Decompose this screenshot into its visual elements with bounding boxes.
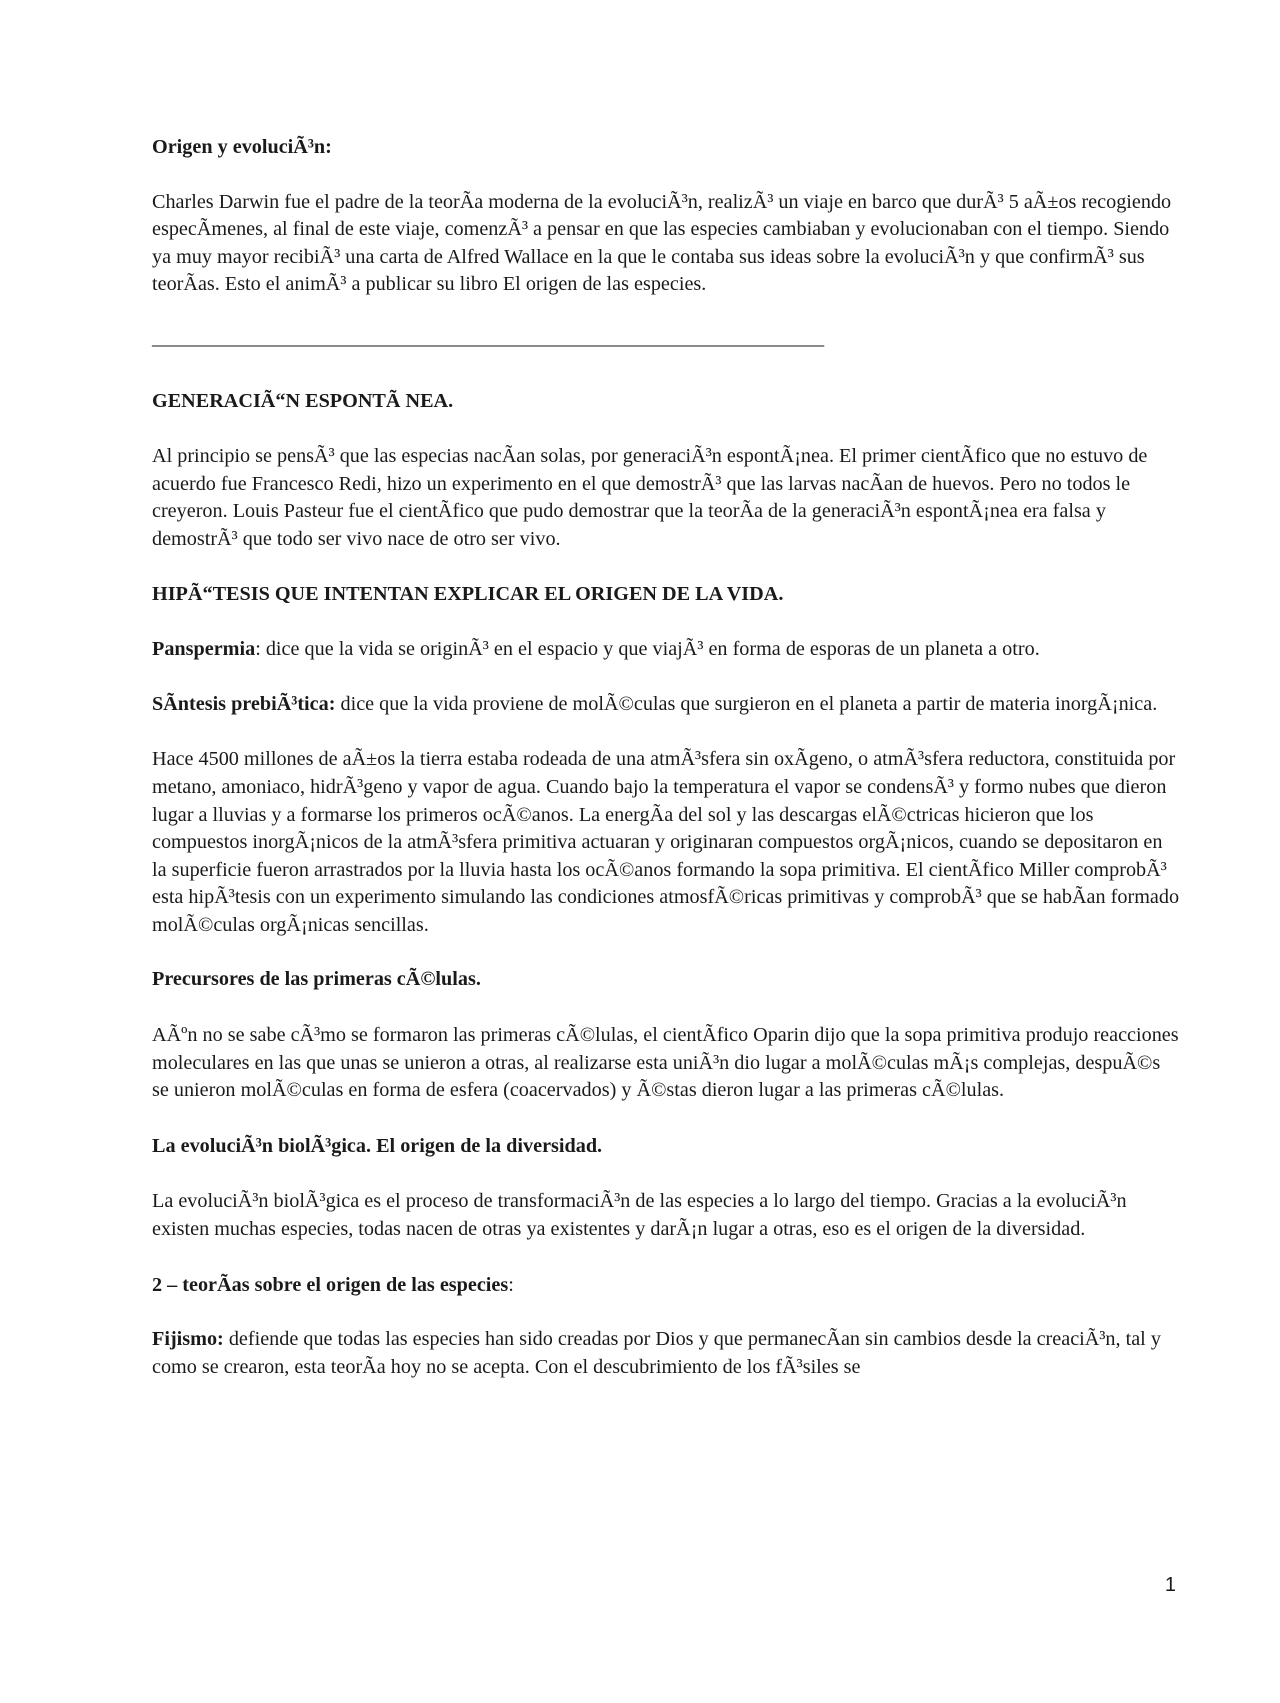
teorias-heading-text: 2 – teorÃas sobre el origen de las especies <box>152 1273 509 1296</box>
panspermia-text: : dice que la vida se originÃ³ en el espacio y que viajÃ³ en forma de esporas de un planeta a otro. <box>255 638 1040 661</box>
panspermia-paragraph <box>152 636 1182 664</box>
section-heading-teorias <box>152 1272 1182 1300</box>
separator-line: ______________________________________________________________________ <box>152 326 824 349</box>
section-heading-generacion: GENERACIÃ“N ESPONTÃ NEA. <box>152 389 454 412</box>
sintesis-paragraph <box>152 691 1182 719</box>
section-heading-evolucion: La evoluciÃ³n biolÃ³gica. El origen de la diversidad. <box>152 1134 603 1157</box>
teorias-heading-suffix: : <box>508 1273 514 1296</box>
fijismo-paragraph <box>152 1326 1182 1381</box>
precursores-paragraph: AÃºn no se sabe cÃ³mo se formaron las primeras cÃ©lulas, el cientÃfico Oparin dijo que la sopa primitiva produjo reacciones moleculares en las que unas se unieron a otras, al realizarse esta uniÃ³n dio lugar a molÃ©culas mÃ¡s complejas, despuÃ©s se unieron molÃ©culas en forma de esfera (coacervados) y Ã©stas dieron lugar a las primeras cÃ©lulas. <box>152 1024 1179 1102</box>
panspermia-term: Panspermia <box>152 638 256 661</box>
fijismo-text: defiende que todas las especies han sido creadas por Dios y que permanecÃan sin cambios desde la creaciÃ³n, tal y como se crearon, esta teorÃa hoy no se acepta. Con el descubrimiento de los fÃ³siles se <box>152 1328 1161 1378</box>
section-heading-precursores: Precursores de las primeras cÃ©lulas. <box>152 968 481 991</box>
intro-paragraph: Charles Darwin fue el padre de la teorÃa moderna de la evoluciÃ³n, realizÃ³ un viaje en barco que durÃ³ 5 aÃ±os recogiendo especÃmenes, al final de este viaje, comenzÃ³ a pensar en que las especies cambiaban y evolucionaban con el tiempo. Siendo ya muy mayor recibiÃ³ una carta de Alfred Wallace en la que le contaba sus ideas sobre la evoluciÃ³n y que confirmÃ³ sus teorÃas. Esto el animÃ³ a publicar su libro El origen de las especies. <box>152 190 1172 296</box>
generacion-paragraph: Al principio se pensÃ³ que las especias nacÃan solas, por generaciÃ³n espontÃ¡nea. El primer cientÃfico que no estuvo de acuerdo fue Francesco Redi, hizo un experimento en el que demostrÃ³ que las larvas nacÃan de huevos. Pero no todos le creyeron. Louis Pasteur fue el cientÃfico que pudo demostrar que la teorÃa de la generaciÃ³n espontÃ¡nea era falsa y demostrÃ³ que todo ser vivo nace de otro ser vivo. <box>152 445 1148 550</box>
document-title: Origen y evoluciÃ³n: <box>152 136 332 158</box>
fijismo-term: Fijismo: <box>152 1328 224 1351</box>
evolucion-paragraph: La evoluciÃ³n biolÃ³gica es el proceso de transformaciÃ³n de las especies a lo largo del tiempo. Gracias a la evoluciÃ³n existen muchas especies, todas nacen de otras ya existentes y darÃ¡n lugar a otras, eso es el origen de la diversidad. <box>152 1190 1127 1241</box>
atmosfera-paragraph: Hace 4500 millones de aÃ±os la tierra estaba rodeada de una atmÃ³sfera sin oxÃgeno, o atmÃ³sfera reductora, constituida por metano, amoniaco, hidrÃ³geno y vapor de agua. Cuando bajo la temperatura el vapor se condensÃ³ y formo nubes que dieron lugar a lluvias y a formarse los primeros ocÃ©anos. La energÃa del sol y las descargas elÃ©ctricas hicieron que los compuestos inorgÃ¡nicos de la atmÃ³sfera primitiva actuaran y originaran compuestos orgÃ¡nicos, cuando se depositaron en la superficie fueron arrastrados por la lluvia hasta los ocÃ©anos formando la sopa primitiva. El cientÃfico Miller comprobÃ³ esta hipÃ³tesis con un experimento simulando las condiciones atmosfÃ©ricas primitivas y comprobÃ³ que se habÃan formado molÃ©culas orgÃ¡nicas sencillas. <box>152 748 1180 936</box>
sintesis-text: dice que la vida proviene de molÃ©culas que surgieron en el planeta a partir de materia inorgÃ¡nica. <box>335 692 1158 715</box>
section-heading-hipotesis: HIPÃ“TESIS QUE INTENTAN EXPLICAR EL ORIGEN DE LA VIDA. <box>152 582 784 605</box>
document-body <box>152 134 1182 1381</box>
page-number: 1 <box>1164 1574 1176 1596</box>
sintesis-term: SÃntesis prebiÃ³tica: <box>152 692 336 715</box>
